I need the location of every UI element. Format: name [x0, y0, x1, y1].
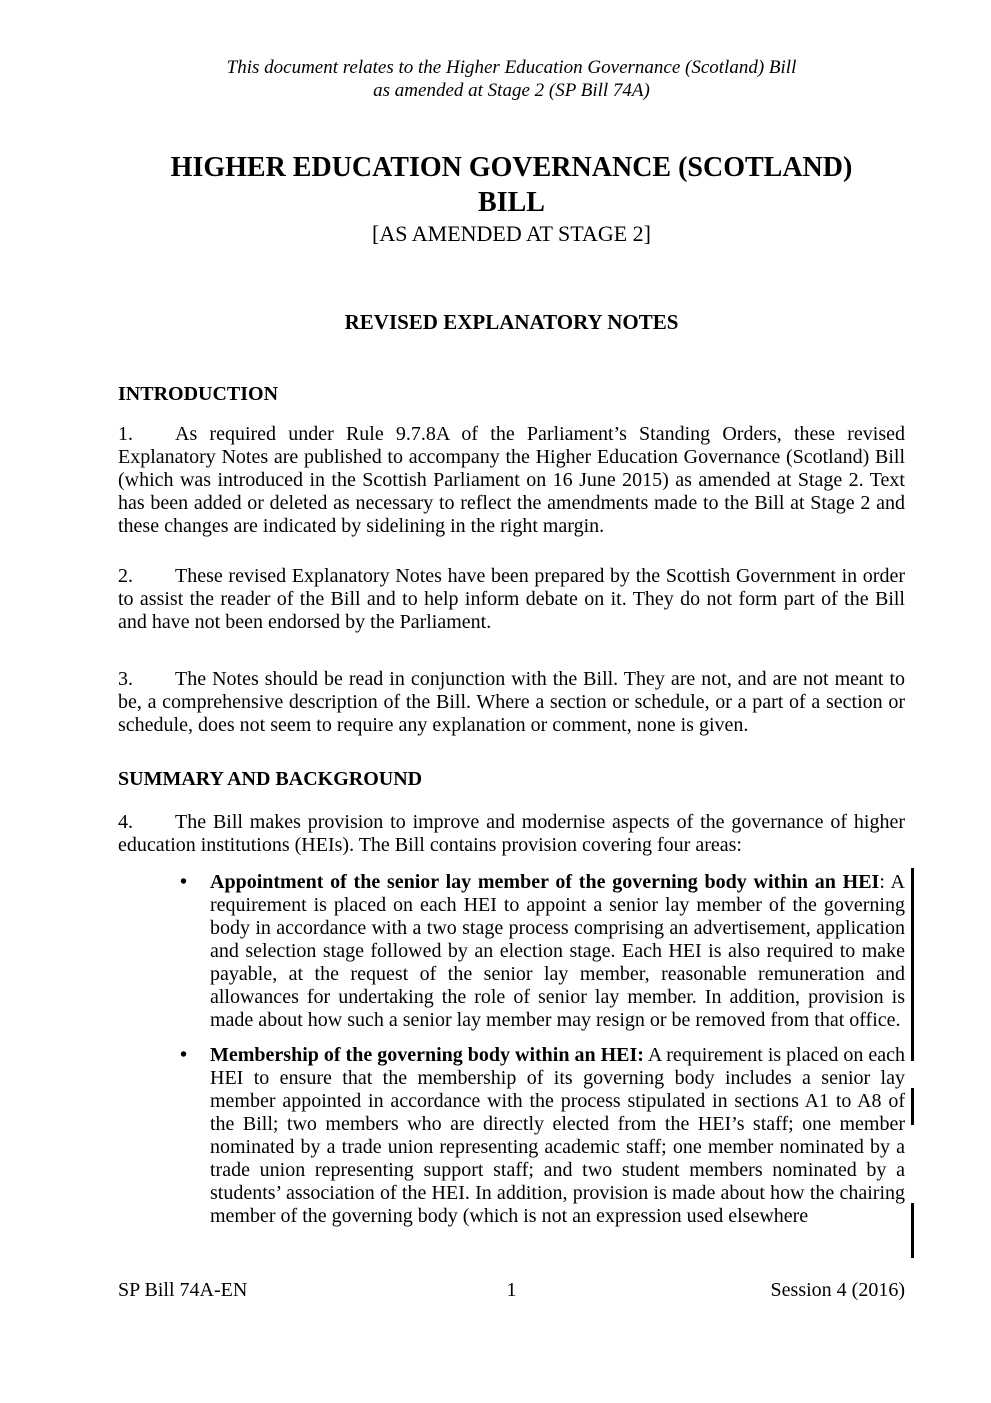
- paragraph-1-number: 1.: [118, 423, 133, 445]
- header-note: [118, 56, 905, 102]
- bullet-item-appointment: [180, 871, 905, 1032]
- bullet-appointment-lead: Appointment of the senior lay member of the governing body within an HEI: [210, 871, 880, 893]
- sideline-change-bar: [911, 1203, 914, 1258]
- bill-title-line-1: HIGHER EDUCATION GOVERNANCE (SCOTLAND): [170, 152, 853, 183]
- header-note-line-2: as amended at Stage 2 (SP Bill 74A): [373, 80, 650, 101]
- paragraph-4-number: 4.: [118, 811, 133, 833]
- paragraph-4: [118, 811, 905, 857]
- section-heading-introduction: INTRODUCTION: [118, 383, 279, 405]
- doc-heading: REVISED EXPLANATORY NOTES: [344, 310, 679, 334]
- bullet-appointment-text: : A requirement is placed on each HEI to appoint a senior lay member of the governing body in accordance with a two stage process comprising an advertisement, application and selection stage followed by an election stage. Each HEI is also required to make payable, at the request of the senior lay member, reasonable remuneration and allowances for undertaking the role of senior lay member. In addition, provision is made about how such a senior lay member may resign or be removed from that office.: [210, 871, 905, 1031]
- footer-session: Session 4 (2016): [770, 1279, 905, 1301]
- paragraph-1: [118, 423, 905, 538]
- paragraph-1-text: As required under Rule 9.7.8A of the Parliament’s Standing Orders, these revised Explanatory Notes are published to accompany the Higher Education Governance (Scotland) Bill (which was introduced in the Scottish Parliament on 16 June 2015) as amended at Stage 2. Text has been added or deleted as necessary to reflect the amendments made to the Bill at Stage 2 and these changes are indicated by sidelining in the right margin.: [118, 423, 905, 537]
- header-note-line-1: This document relates to the Higher Education Governance (Scotland) Bill: [226, 57, 797, 78]
- paragraph-2-number: 2.: [118, 565, 133, 587]
- sideline-change-bar: [911, 868, 914, 1061]
- paragraph-3: [118, 668, 905, 737]
- footer-page-number: 1: [506, 1279, 517, 1301]
- bill-title: [118, 150, 905, 220]
- paragraph-4-text: The Bill makes provision to improve and modernise aspects of the governance of higher education institutions (HEIs). The Bill contains provision covering four areas:: [118, 811, 905, 856]
- paragraph-3-text: The Notes should be read in conjunction with the Bill. They are not, and are not meant to be, a comprehensive description of the Bill. Where a section or schedule, or a part of a section or schedule, does not seem to require any explanation or comment, none is given.: [118, 668, 905, 736]
- bill-subtitle: [AS AMENDED AT STAGE 2]: [372, 221, 651, 246]
- paragraph-3-number: 3.: [118, 668, 133, 690]
- bullet-membership-text: A requirement is placed on each HEI to ensure that the membership of its governing body includes a senior lay member appointed in accordance with the process stipulated in sections A1 to A8 of the Bill; two members who are directly elected from the HEI’s staff; one member nominated by a trade union representing academic staff; one member nominated by a trade union representing support staff; and two student members nominated by a students’ association of the HEI. In addition, provision is made about how the chairing member of the governing body (which is not an expression used elsewhere: [210, 1044, 905, 1227]
- section-heading-summary: SUMMARY AND BACKGROUND: [118, 768, 423, 790]
- bullet-icon: •: [180, 1044, 188, 1066]
- bill-title-line-2: BILL: [478, 187, 545, 218]
- page-content: [118, 0, 905, 1228]
- paragraph-2: [118, 565, 905, 634]
- paragraph-2-text: These revised Explanatory Notes have been prepared by the Scottish Government in order to assist the reader of the Bill and to help inform debate on it. They do not form part of the Bill and have not been endorsed by the Parliament.: [118, 565, 905, 633]
- bullet-membership-lead: Membership of the governing body within an HEI:: [210, 1044, 644, 1066]
- footer-bill-reference: SP Bill 74A-EN: [118, 1279, 248, 1301]
- bullet-icon: •: [180, 871, 188, 893]
- sideline-change-bar: [911, 1088, 914, 1125]
- bullet-item-membership: [180, 1044, 905, 1228]
